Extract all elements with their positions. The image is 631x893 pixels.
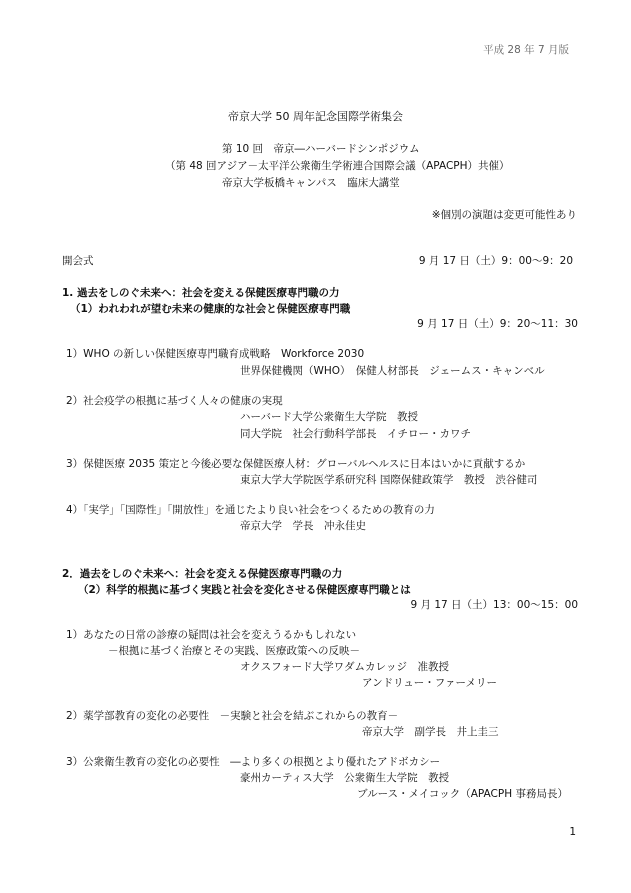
section1-time: 9 月 17 日（土）9：20～11：30	[417, 318, 578, 330]
s2-talk3-title: 3）公衆衛生教育の変化の必要性 ―より多くの根拠とより優れたアドボカシー	[66, 756, 441, 768]
s2-talk3-affiliation: 豪州カーティス大学 公衆衛生大学院 教授	[240, 772, 450, 784]
s1-talk4-speaker: 帝京大学 学長 冲永佳史	[240, 520, 366, 532]
section1-heading: 1. 過去をしのぐ未来へ：社会を変える保健医療専門職の力	[62, 287, 340, 299]
page-number: 1	[569, 826, 576, 838]
s2-talk1-speaker: アンドリュー・ファーメリー	[362, 677, 498, 689]
s1-talk3-title: 3）保健医療 2035 策定と今後必要な保健医療人材：グローバルヘルスに日本はいかに貢献するか	[66, 458, 526, 470]
s2-talk3-speaker: ブルース・メイコック（APACPH 事務局長）	[357, 788, 568, 800]
s1-talk2-affiliation: ハーバード大学公衆衛生大学院 教授	[240, 411, 418, 423]
s1-talk2-speaker: 同大学院 社会行動科学部長 イチロー・カワチ	[240, 428, 471, 440]
s2-talk1-title: 1）あなたの日常の診療の疑問は社会を変えうるかもしれない	[66, 629, 357, 641]
venue-line: 帝京大学板橋キャンパス 臨床大講堂	[222, 177, 400, 189]
opening-label: 開会式	[62, 255, 94, 267]
s1-talk3-speaker: 東京大学大学院医学系研究科 国際保健政策学 教授 渋谷健司	[240, 474, 538, 486]
page-title: 帝京大学 50 周年記念国際学術集会	[228, 110, 403, 123]
s2-talk1-affiliation: オクスフォード大学ワダムカレッジ 准教授	[240, 661, 449, 673]
change-note: ※個別の演題は変更可能性あり	[431, 209, 577, 221]
s1-talk4-title: 4）「実学」「国際性」「開放性」を通じたより良い社会をつくるための教育の力	[66, 504, 435, 516]
s1-talk2-title: 2）社会疫学の根拠に基づく人々の健康の実現	[66, 395, 283, 407]
section1-subheading: （1）われわれが望む未来の健康的な社会と保健医療専門職	[70, 303, 351, 315]
opening-time: 9 月 17 日（土）9：00～9：20	[418, 255, 573, 267]
edition-label: 平成 28 年 7 月版	[483, 44, 569, 56]
s2-talk1-subtitle: －根拠に基づく治療とその実践、医療政策への反映－	[108, 645, 360, 657]
section2-heading: 2．過去をしのぐ未来へ：社会を変える保健医療専門職の力	[62, 568, 343, 580]
section2-subheading: （2）科学的根拠に基づく実践と社会を変化させる保健医療専門職とは	[78, 584, 411, 596]
s2-talk2-title: 2）薬学部教育の変化の必要性 －実験と社会を結ぶこれからの教育－	[66, 710, 399, 722]
s1-talk1-speaker: 世界保健機関（WHO） 保健人材部長 ジェームス・キャンベル	[240, 365, 545, 377]
symposium-title: 第 10 回 帝京―ハーバードシンポジウム	[222, 143, 420, 155]
s1-talk1-title: 1）WHO の新しい保健医療専門職育成戦略 Workforce 2030	[66, 348, 365, 360]
cohost-line: （第 48 回アジア－太平洋公衆衛生学術連合国際会議（APACPH）共催）	[165, 160, 510, 172]
s2-talk2-speaker: 帝京大学 副学長 井上圭三	[362, 726, 499, 738]
section2-time: 9 月 17 日（土）13：00～15：00	[410, 599, 578, 611]
